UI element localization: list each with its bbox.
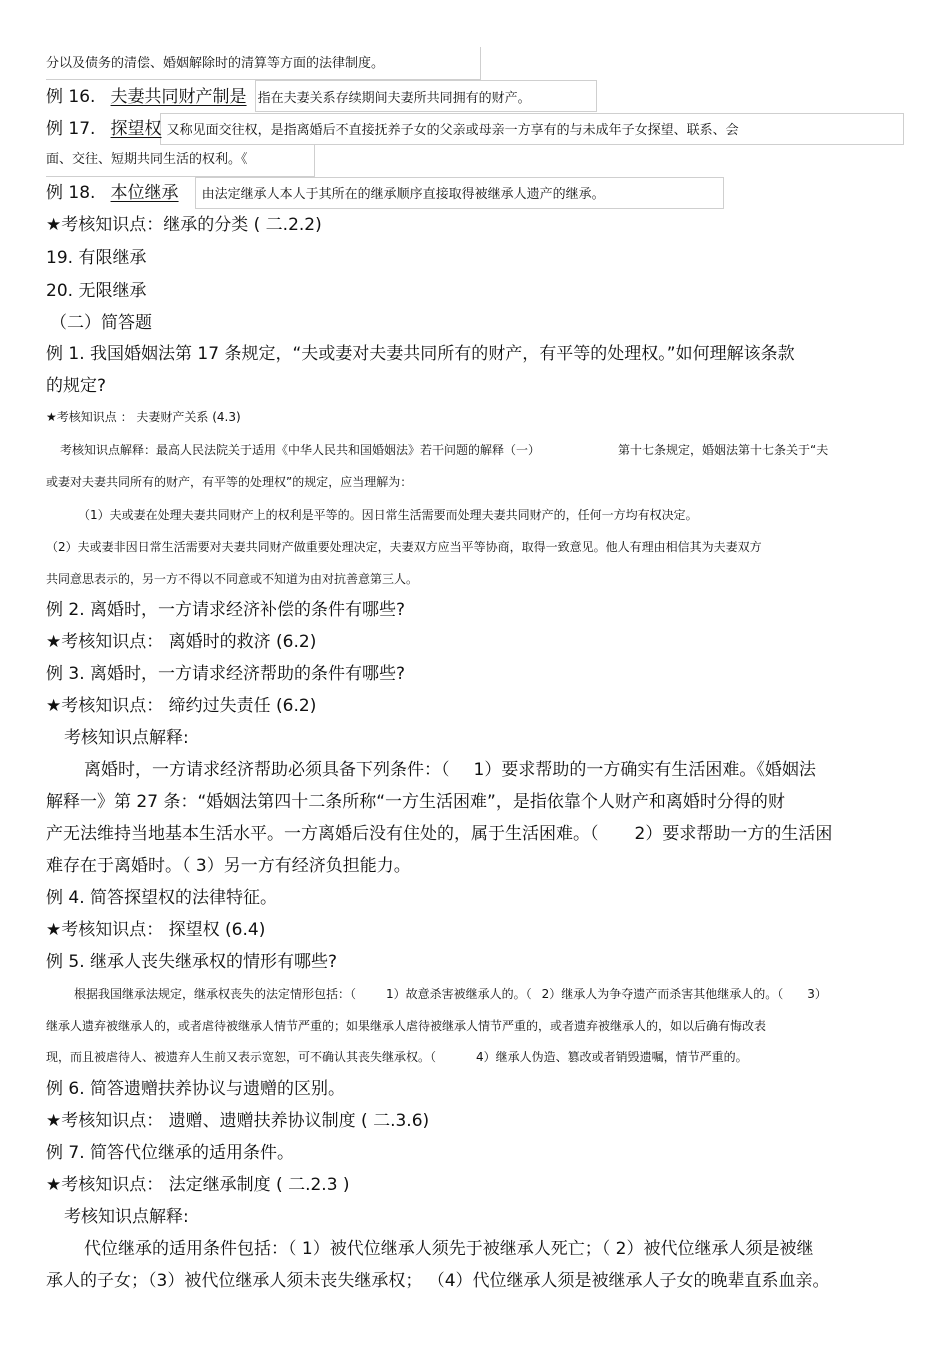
term: 本位继承 [110, 183, 179, 203]
explanation-text: 现，而且被虐待人、被遗弃人生前又表示宽恕，可不确认其丧失继承权。（ [46, 1050, 437, 1064]
example-17 [46, 119, 739, 139]
explanation-line: 或妻对夫妻共同所有的财产，有平等的处理权”的规定，应当理解为： [46, 475, 413, 489]
knowledge-point: ★考核知识点： 遗赠、遗赠扶养协议制度 ( 二.3.6) [46, 1111, 430, 1131]
explanation-title: 考核知识点解释: [64, 1207, 189, 1227]
explanation-line: 解释一》第 27 条：“婚姻法第四十二条所称“一方生活困难”，是指依靠个人财产和离婚时分得的财 [46, 792, 785, 812]
example-3: 例 3. 离婚时，一方请求经济帮助的条件有哪些? [46, 664, 406, 684]
example-number: 例 18. [46, 183, 96, 203]
question-20: 20. 无限继承 [46, 281, 147, 301]
explanation-text: 根据我国继承法规定，继承权丧失的法定情形包括：（ [74, 987, 357, 1001]
explanation-text: 1）要求帮助的一方确实有生活困难。《婚姻法 [473, 760, 816, 780]
knowledge-point: ★考核知识点 ： 夫妻财产关系 (4.3) [46, 410, 241, 424]
explanation-text: 4）继承人伪造、篡改或者销毁遗嘱，情节严重的。 [476, 1050, 748, 1064]
explanation-text: 离婚时，一方请求经济帮助必须具备下列条件：（ [84, 760, 450, 780]
explanation-text: 2）继承人为争夺遗产而杀害其他继承人的。（ [541, 987, 784, 1001]
explanation-text: 产无法维持当地基本生活水平。一方离婚后没有住处的，属于生活困难。（ [46, 824, 599, 844]
knowledge-point: ★考核知识点： 法定继承制度 ( 二.2.3 ) [46, 1175, 350, 1195]
explanation-text: 第十七条规定，婚姻法第十七条关于“夫 [618, 443, 829, 457]
example-6: 例 6. 简答遗赠扶养协议与遗赠的区别。 [46, 1079, 346, 1099]
explanation-text: 考核知识点解释：最高人民法院关于适用《中华人民共和国婚姻法》若干问题的解释（一） [60, 443, 541, 457]
explanation-title: 考核知识点解释: [64, 728, 189, 748]
definition: 又称见面交往权，是指离婚后不直接抚养子女的父亲或母亲一方享有的与未成年子女探望、联系、会 [166, 123, 739, 138]
section-heading: （二）简答题 [50, 313, 152, 333]
explanation-line [60, 443, 828, 457]
example-18 [46, 183, 605, 203]
knowledge-point: ★考核知识点： 离婚时的救济 (6.2) [46, 632, 317, 652]
explanation-line: （1）夫或妻在处理夫妻共同财产上的权利是平等的。因日常生活需要而处理夫妻共同财产的，任何一方均有权决定。 [78, 508, 698, 522]
example-1: 例 1. 我国婚姻法第 17 条规定，“夫或妻对夫妻共同所有的财产，有平等的处理权。”如何理解该条款 [46, 344, 795, 364]
explanation-line: 继承人遗弃被继承人的，或者虐待被继承人情节严重的；如果继承人虐待被继承人情节严重的，或者遗弃被继承人的，如以后确有悔改表 [46, 1019, 767, 1033]
explanation-text: 1）故意杀害被继承人的。（ [386, 987, 532, 1001]
explanation-line: 难存在于离婚时。（ 3）另一方有经济负担能力。 [46, 856, 411, 876]
explanation-line [74, 987, 827, 1001]
example-16 [46, 87, 531, 107]
explanation-line [46, 1050, 748, 1064]
example-5: 例 5. 继承人丧失继承权的情形有哪些? [46, 952, 338, 972]
explanation-line: 共同意思表示的，另一方不得以不同意或不知道为由对抗善意第三人。 [46, 572, 419, 586]
knowledge-point: ★考核知识点： 探望权 (6.4) [46, 920, 266, 940]
explanation-line: 承人的子女；（3）被代位继承人须未丧失继承权； （4）代位继承人须是被继承人子女的晚辈直系血亲。 [46, 1271, 830, 1291]
question-19: 19. 有限继承 [46, 248, 147, 268]
example-1-cont: 的规定? [46, 376, 107, 396]
definition: 由法定继承人本人于其所在的继承顺序直接取得被继承人遗产的继承。 [201, 187, 605, 202]
explanation-line: 代位继承的适用条件包括：（ 1）被代位继承人须先于被继承人死亡；（ 2）被代位继承人须是被继 [84, 1239, 814, 1259]
definition: 指在夫妻关系存续期间夫妻所共同拥有的财产。 [257, 91, 531, 106]
explanation-line: （2）夫或妻非因日常生活需要对夫妻共同财产做重要处理决定，夫妻双方应当平等协商，取得一致意见。他人有理由相信其为夫妻双方 [46, 540, 762, 554]
term: 探望权 [110, 119, 162, 139]
term: 夫妻共同财产制是 [110, 87, 247, 107]
explanation-text: 2）要求帮助一方的生活困 [634, 824, 833, 844]
example-4: 例 4. 简答探望权的法律特征。 [46, 888, 278, 908]
knowledge-point: ★考核知识点：继承的分类 ( 二.2.2) [46, 215, 322, 235]
example-7: 例 7. 简答代位继承的适用条件。 [46, 1143, 295, 1163]
knowledge-point: ★考核知识点： 缔约过失责任 (6.2) [46, 696, 317, 716]
example-number: 例 16. [46, 87, 96, 107]
example-2: 例 2. 离婚时，一方请求经济补偿的条件有哪些? [46, 600, 406, 620]
explanation-text: 3） [807, 987, 827, 1001]
explanation-line [84, 760, 816, 780]
text-line: 分以及债务的清偿、婚姻解除时的清算等方面的法律制度。 [46, 56, 385, 71]
explanation-line [46, 824, 832, 844]
text-line: 面、交往、短期共同生活的权利。《 [46, 152, 248, 167]
example-number: 例 17. [46, 119, 96, 139]
